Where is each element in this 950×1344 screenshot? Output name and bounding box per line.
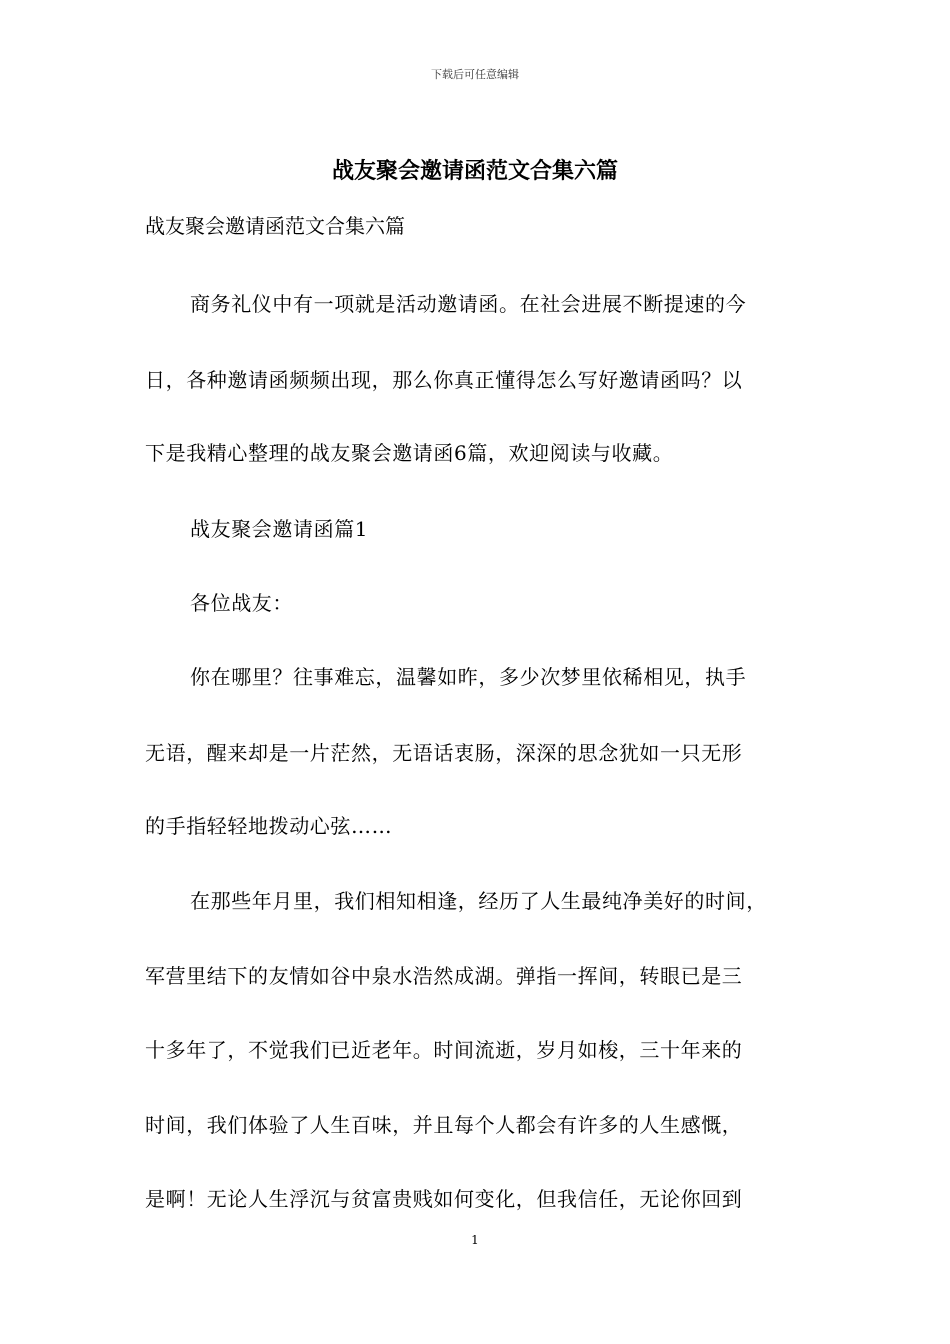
body-line-1: 商务礼仪中有一项就是活动邀请函。在社会进展不断提速的今 — [190, 292, 747, 316]
body-line-2: 日，各种邀请函频频出现，那么你真正懂得怎么写好邀请函吗？以 — [145, 368, 743, 392]
body-line-11: 是啊！无论人生浮沉与贫富贵贱如何变化，但我信任，无论你回到 — [145, 1187, 743, 1211]
body-line-9: 十多年了，不觉我们已近老年。时间流逝，岁月如梭，三十年来的 — [145, 1038, 743, 1062]
document-subtitle: 战友聚会邀请函范文合集六篇 — [145, 214, 405, 238]
body-line-6: 的手指轻轻地拨动心弦…… — [145, 814, 393, 838]
section-heading-1: 战友聚会邀请函篇1 — [190, 517, 369, 541]
body-line-3: 下是我精心整理的战友聚会邀请函6篇，欢迎阅读与收藏。 — [145, 441, 674, 465]
page-number: 1 — [471, 1233, 479, 1247]
body-line-7: 在那些年月里，我们相知相逢，经历了人生最纯净美好的时间， — [190, 889, 767, 913]
body-line-4: 你在哪里？往事难忘，温馨如昨，多少次梦里依稀相见，执手 — [190, 665, 747, 689]
body-line-10: 时间，我们体验了人生百味，并且每个人都会有许多的人生感慨， — [145, 1113, 743, 1137]
page-header-note: 下载后可任意编辑 — [431, 68, 519, 81]
document-title: 战友聚会邀请函范文合集六篇 — [331, 158, 618, 184]
salutation: 各位战友： — [190, 591, 293, 615]
body-line-5: 无语，醒来却是一片茫然，无语话衷肠，深深的思念犹如一只无形 — [145, 741, 743, 765]
body-line-8: 军营里结下的友情如谷中泉水浩然成湖。弹指一挥间，转眼已是三 — [145, 964, 743, 988]
